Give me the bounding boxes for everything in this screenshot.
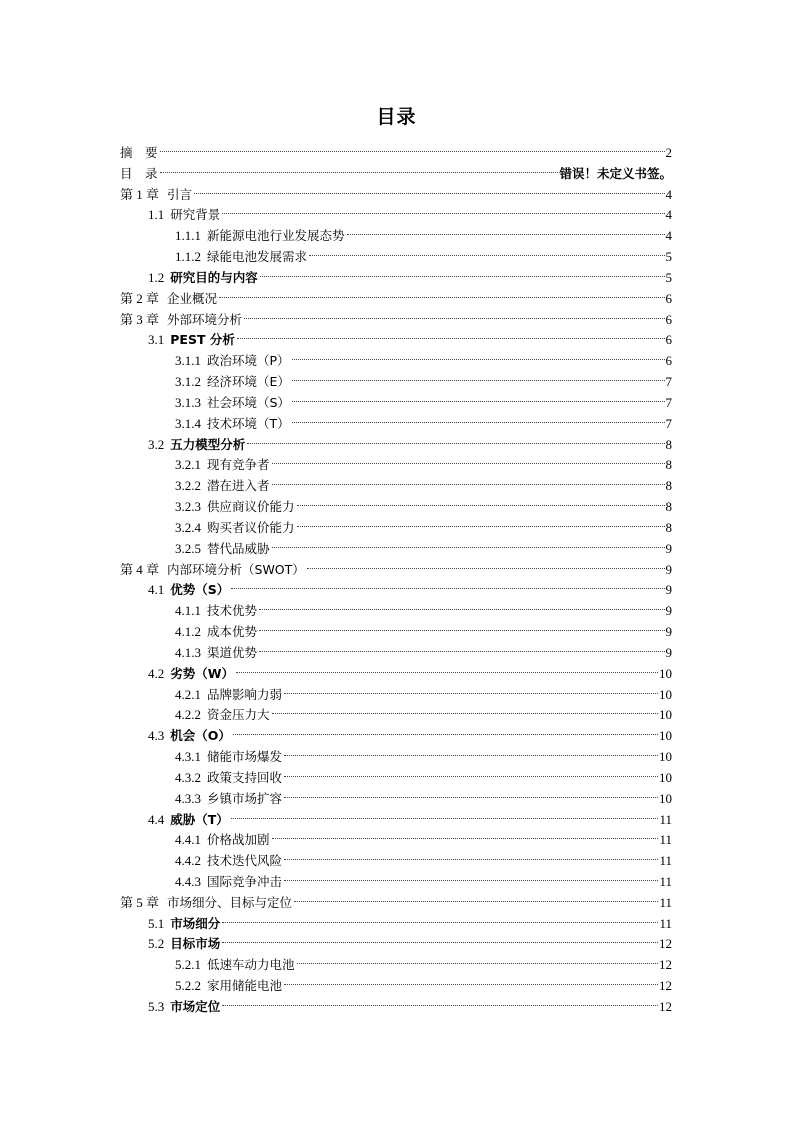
toc-entry-number: 4.4.3	[175, 873, 201, 889]
toc-entry-label: 市场定位	[170, 998, 221, 1014]
toc-entry[interactable]	[120, 783, 672, 804]
toc-entry[interactable]	[120, 991, 672, 1012]
dot-leader	[292, 387, 665, 407]
toc-entry[interactable]	[120, 158, 672, 179]
toc-entry-page: 5	[665, 269, 672, 285]
dot-leader	[272, 699, 658, 719]
toc-entry[interactable]	[120, 137, 672, 158]
dot-leader	[259, 616, 664, 636]
toc-entry-label: 政治环境（P）	[207, 353, 290, 369]
toc-entry-label: 成本优势	[207, 624, 258, 640]
toc-entry-page: 6	[665, 353, 672, 369]
toc-entry-label: 社会环境（S）	[207, 394, 290, 410]
toc-entry-label: 乡镇市场扩容	[207, 790, 283, 806]
dot-leader	[284, 679, 658, 699]
toc-entry-number: 5.2.1	[175, 957, 201, 973]
dot-leader	[247, 429, 664, 449]
dot-leader	[222, 908, 658, 928]
dot-leader	[231, 574, 664, 594]
toc-entry-number: 3.1.4	[175, 415, 201, 431]
toc-entry-number: 4.2.2	[175, 707, 201, 723]
toc-entry-label: 低速车动力电池	[207, 957, 295, 973]
dot-leader	[347, 220, 665, 240]
toc-entry-label: 渠道优势	[207, 644, 258, 660]
toc-entry-page: 7	[665, 415, 672, 431]
toc-entry-page: 8	[665, 499, 672, 515]
toc-entry-number: 3.2	[148, 436, 165, 452]
toc-entry-page: 10	[659, 790, 672, 806]
toc-entry-label: 机会（O）	[170, 728, 231, 744]
toc-entry-number: 第 5 章	[120, 894, 160, 910]
toc-entry-page: 10	[659, 707, 672, 723]
toc-entry-page: 11	[659, 894, 672, 910]
dot-leader	[297, 491, 665, 511]
toc-entry-number: 第 1 章	[120, 186, 160, 202]
toc-entry-label: 购买者议价能力	[207, 519, 295, 535]
toc-entry-label: PEST 分析	[170, 332, 235, 348]
toc-entry-page: 9	[665, 561, 672, 577]
dot-leader	[272, 470, 665, 490]
toc-entry-label: 劣势（W）	[170, 665, 235, 681]
toc-entry-label: 品牌影响力弱	[207, 686, 283, 702]
toc-entry-label: 威胁（T）	[170, 811, 229, 827]
toc-entry-label: 家用储能电池	[207, 978, 283, 994]
toc-entry-label: 目标市场	[170, 936, 221, 952]
toc-entry-page: 11	[659, 832, 672, 848]
toc-entry-page: 11	[659, 853, 672, 869]
toc-entry-page: 8	[665, 478, 672, 494]
dot-leader	[160, 137, 665, 157]
toc-entry-label: 外部环境分析	[167, 311, 243, 327]
page-title: 目录	[376, 106, 417, 128]
toc-entry-label: 技术迭代风险	[207, 853, 283, 869]
toc-entry-page: 8	[665, 457, 672, 473]
toc-entry-page: 7	[665, 394, 672, 410]
toc-entry-number: 1.2	[148, 269, 165, 285]
toc-entry-page: 2	[665, 145, 672, 160]
toc-entry[interactable]	[120, 616, 672, 640]
toc-entry-number: 第 2 章	[120, 290, 160, 306]
toc-entry-number: 第 3 章	[120, 311, 160, 327]
dot-leader	[272, 533, 665, 553]
toc-entry-label: 供应商议价能力	[207, 499, 295, 515]
toc-entry-number: 4.3	[148, 728, 165, 744]
toc-entry-page: 10	[659, 686, 672, 702]
toc-entry-page: 9	[665, 603, 672, 619]
dot-leader	[272, 824, 659, 844]
dot-leader	[309, 241, 664, 261]
toc-entry-number: 5.3	[148, 998, 165, 1014]
toc-entry-label: 替代品威胁	[207, 540, 270, 556]
toc-entry-page: 10	[659, 769, 672, 785]
toc-entry-label: 现有竞争者	[207, 457, 270, 473]
toc-entry-number: 4.4.2	[175, 853, 201, 869]
toc-entry[interactable]	[120, 762, 672, 783]
toc-entry-page: 9	[665, 624, 672, 640]
toc-entry-page: 12	[659, 998, 672, 1014]
toc-entry-number: 3.2.5	[175, 540, 201, 556]
toc-entry[interactable]	[120, 970, 672, 994]
dot-leader	[297, 512, 665, 532]
toc-entry-number: 4.1.2	[175, 624, 201, 640]
dot-leader	[233, 720, 658, 740]
toc-entry-page: 7	[665, 374, 672, 390]
dot-leader	[284, 970, 658, 990]
toc-entry-page: 10	[659, 665, 672, 681]
toc-entry-number: 3.2.2	[175, 478, 201, 494]
toc-entry-page: 6	[665, 311, 672, 327]
toc-entry-label: 储能市场爆发	[207, 749, 283, 765]
toc-entry[interactable]	[120, 554, 672, 575]
dot-leader	[237, 324, 665, 344]
dot-leader	[272, 449, 665, 469]
toc-entry-page: 5	[665, 249, 672, 265]
toc-entry-label: 内部环境分析（SWOT）	[167, 561, 305, 577]
dot-leader	[292, 408, 665, 428]
dot-leader	[231, 804, 659, 824]
toc-entry-number: 4.4	[148, 811, 165, 827]
dot-leader	[219, 283, 664, 303]
toc-entry[interactable]	[120, 470, 672, 494]
dot-leader	[292, 345, 665, 365]
toc-entry-label: 市场细分	[170, 915, 221, 931]
dot-leader	[236, 658, 658, 678]
toc-entry-page: 4	[665, 228, 672, 244]
toc-entry[interactable]	[120, 199, 672, 223]
toc-entry-page: 4	[665, 186, 672, 202]
dot-leader	[294, 887, 658, 907]
toc-entry-label: 研究背景	[170, 207, 221, 223]
toc-entry-number: 3.2.1	[175, 457, 201, 473]
dot-leader	[284, 762, 658, 782]
toc-entry-page: 10	[659, 728, 672, 744]
dot-leader	[222, 199, 664, 219]
dot-leader	[284, 845, 658, 865]
toc-entry-label: 技术环境（T）	[207, 415, 290, 431]
toc-entry-label: 经济环境（E）	[207, 374, 290, 390]
dot-leader	[284, 866, 658, 886]
toc-entry-label: 目 录	[120, 165, 158, 181]
dot-leader	[259, 637, 664, 657]
toc-entry-page: 8	[665, 436, 672, 452]
toc-entry-number: 5.1	[148, 915, 165, 931]
dot-leader	[222, 991, 658, 1011]
dot-leader	[284, 741, 658, 761]
toc-entry-number: 4.1	[148, 582, 165, 598]
toc-entry-page: 11	[659, 915, 672, 931]
toc-entry-number: 3.2.3	[175, 499, 201, 515]
toc-entry-number: 4.1.3	[175, 644, 201, 660]
toc-entry[interactable]	[120, 262, 672, 283]
toc-entry[interactable]	[120, 699, 672, 723]
toc-entry-number: 3.2.4	[175, 519, 201, 535]
toc-entry[interactable]	[120, 804, 672, 825]
toc-entry-page: 9	[665, 644, 672, 660]
toc-entry-number: 1.1.1	[175, 228, 201, 244]
dot-leader	[260, 262, 665, 282]
toc-entry[interactable]	[120, 845, 672, 869]
toc-entry-number: 1.1.2	[175, 249, 201, 265]
toc-entry-label: 企业概况	[167, 290, 218, 306]
toc-entry[interactable]	[120, 491, 672, 515]
toc-entry-page: 6	[665, 332, 672, 348]
toc-entry[interactable]	[120, 179, 672, 200]
toc-entry-page: 12	[659, 978, 672, 994]
toc-entry-number: 3.1	[148, 332, 165, 348]
toc-entry-number: 第 4 章	[120, 561, 160, 577]
toc-entry-number: 4.3.2	[175, 769, 201, 785]
toc-entry[interactable]	[120, 241, 672, 265]
toc-entry[interactable]	[120, 887, 672, 908]
toc-entry-label: 优势（S）	[170, 582, 230, 598]
table-of-contents	[120, 137, 672, 1012]
toc-entry-label: 国际竞争冲击	[207, 873, 283, 889]
toc-entry-page: 9	[665, 540, 672, 556]
toc-entry[interactable]	[120, 366, 672, 390]
toc-entry-label: 绿能电池发展需求	[207, 249, 308, 265]
toc-entry-label: 市场细分、目标与定位	[167, 894, 293, 910]
toc-entry-label: 新能源电池行业发展态势	[207, 228, 345, 244]
toc-entry-label: 价格战加剧	[207, 832, 270, 848]
toc-entry-page: 12	[659, 936, 672, 952]
toc-entry-page: 6	[665, 290, 672, 306]
bookmark-error-text: 错误！未定义书签。	[559, 165, 672, 181]
dot-leader	[284, 783, 658, 803]
toc-entry-label: 研究目的与内容	[170, 269, 258, 285]
dot-leader	[244, 304, 664, 324]
toc-entry-page: 4	[665, 207, 672, 223]
toc-entry[interactable]	[120, 720, 672, 744]
toc-entry-label: 技术优势	[207, 603, 258, 619]
dot-leader	[292, 366, 665, 386]
toc-entry[interactable]	[120, 658, 672, 679]
toc-entry-number: 3.1.1	[175, 353, 201, 369]
toc-entry[interactable]	[120, 387, 672, 408]
toc-entry-number: 3.1.2	[175, 374, 201, 390]
toc-entry-number: 4.4.1	[175, 832, 201, 848]
toc-entry[interactable]	[120, 866, 672, 887]
toc-entry[interactable]	[120, 429, 672, 450]
toc-entry-page: 9	[665, 582, 672, 598]
dot-leader	[297, 949, 658, 969]
toc-entry-number: 3.1.3	[175, 394, 201, 410]
toc-entry-number: 5.2	[148, 936, 165, 952]
toc-entry[interactable]	[120, 637, 672, 658]
toc-entry[interactable]	[120, 408, 672, 429]
toc-entry-label: 潜在进入者	[207, 478, 270, 494]
toc-entry-number: 1.1	[148, 207, 165, 223]
toc-entry-label: 资金压力大	[207, 707, 270, 723]
toc-entry-number: 4.3.1	[175, 749, 201, 765]
toc-entry-page: 10	[659, 749, 672, 765]
toc-entry-label: 摘 要	[120, 145, 158, 160]
toc-entry-page: 12	[659, 957, 672, 973]
toc-entry-page: 8	[665, 519, 672, 535]
toc-entry-number: 4.1.1	[175, 603, 201, 619]
toc-entry-number: 4.3.3	[175, 790, 201, 806]
toc-entry-label: 政策支持回收	[207, 769, 283, 785]
toc-entry-label: 引言	[167, 186, 193, 202]
toc-entry-number: 4.2.1	[175, 686, 201, 702]
toc-entry-number: 4.2	[148, 665, 165, 681]
toc-entry-page: 11	[659, 811, 672, 827]
toc-entry[interactable]	[120, 512, 672, 533]
dot-leader	[194, 179, 664, 199]
dot-leader	[307, 554, 665, 574]
dot-leader	[160, 158, 559, 178]
dot-leader	[222, 928, 658, 948]
toc-entry-label: 五力模型分析	[170, 436, 246, 452]
dot-leader	[259, 595, 664, 615]
toc-entry-page: 11	[659, 873, 672, 889]
toc-entry-number: 5.2.2	[175, 978, 201, 994]
toc-entry[interactable]	[120, 533, 672, 554]
